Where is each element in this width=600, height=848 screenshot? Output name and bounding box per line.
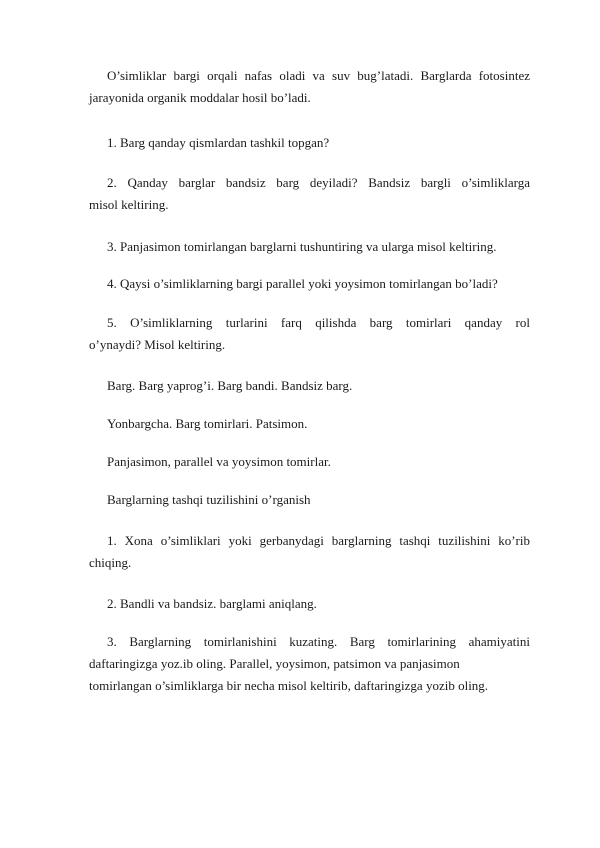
task-1-line-2: chiqing.	[89, 555, 132, 570]
question-3: 3. Panjasimon tomirlangan barglarni tushuntiring va ularga misol keltiring.	[107, 239, 497, 254]
task-1	[89, 530, 530, 574]
task-3-line-2: daftaringizga yoz.ib oling. Parallel, yoysimon, patsimon va panjasimon	[89, 656, 460, 671]
terms-line-1: Barg. Barg yaprog’i. Barg bandi. Bandsiz barg.	[107, 378, 353, 393]
task-3	[89, 631, 530, 697]
task-2: 2. Bandli va bandsiz. barglami aniqlang.	[107, 596, 317, 611]
task-3-line-3: tomirlangan o’simliklarga bir necha misol keltirib, daftaringizga yozib oling.	[89, 678, 489, 693]
question-2-line-1: 2. Qanday barglar bandsiz barg deyiladi? Bandsiz bargli o’simliklarga	[107, 175, 530, 190]
task-3-line-1: 3. Barglarning tomirlanishini kuzating. Barg tomirlarining ahamiyatini	[107, 634, 530, 649]
question-5-line-1: 5. O’simliklarning turlarini farq qilishda barg tomirlari qanday rol	[107, 315, 530, 330]
intro-line-1: O’simliklar bargi orqali nafas oladi va suv bug’latadi. Barglarda fotosintez	[107, 68, 530, 83]
terms-line-3: Panjasimon, parallel va yoysimon tomirlar.	[107, 454, 331, 469]
terms-line-2: Yonbargcha. Barg tomirlari. Patsimon.	[107, 416, 308, 431]
intro-line-2: jarayonida organik moddalar hosil bo’ladi.	[89, 90, 311, 105]
section-title: Barglarning tashqi tuzilishini o’rganish	[107, 492, 311, 507]
task-1-line-1: 1. Xona o’simliklari yoki gerbanydagi barglarning tashqi tuzilishini ko’rib	[107, 533, 530, 548]
question-1: 1. Barg qanday qismlardan tashkil topgan?	[107, 135, 330, 150]
question-4: 4. Qaysi o’simliklarning bargi parallel yoki yoysimon tomirlangan bo’ladi?	[107, 276, 498, 291]
question-5-line-2: o’ynaydi? Misol keltiring.	[89, 337, 226, 352]
question-5	[89, 312, 530, 356]
intro-paragraph	[89, 65, 530, 109]
question-2	[89, 172, 530, 216]
question-2-line-2: misol keltiring.	[89, 197, 169, 212]
